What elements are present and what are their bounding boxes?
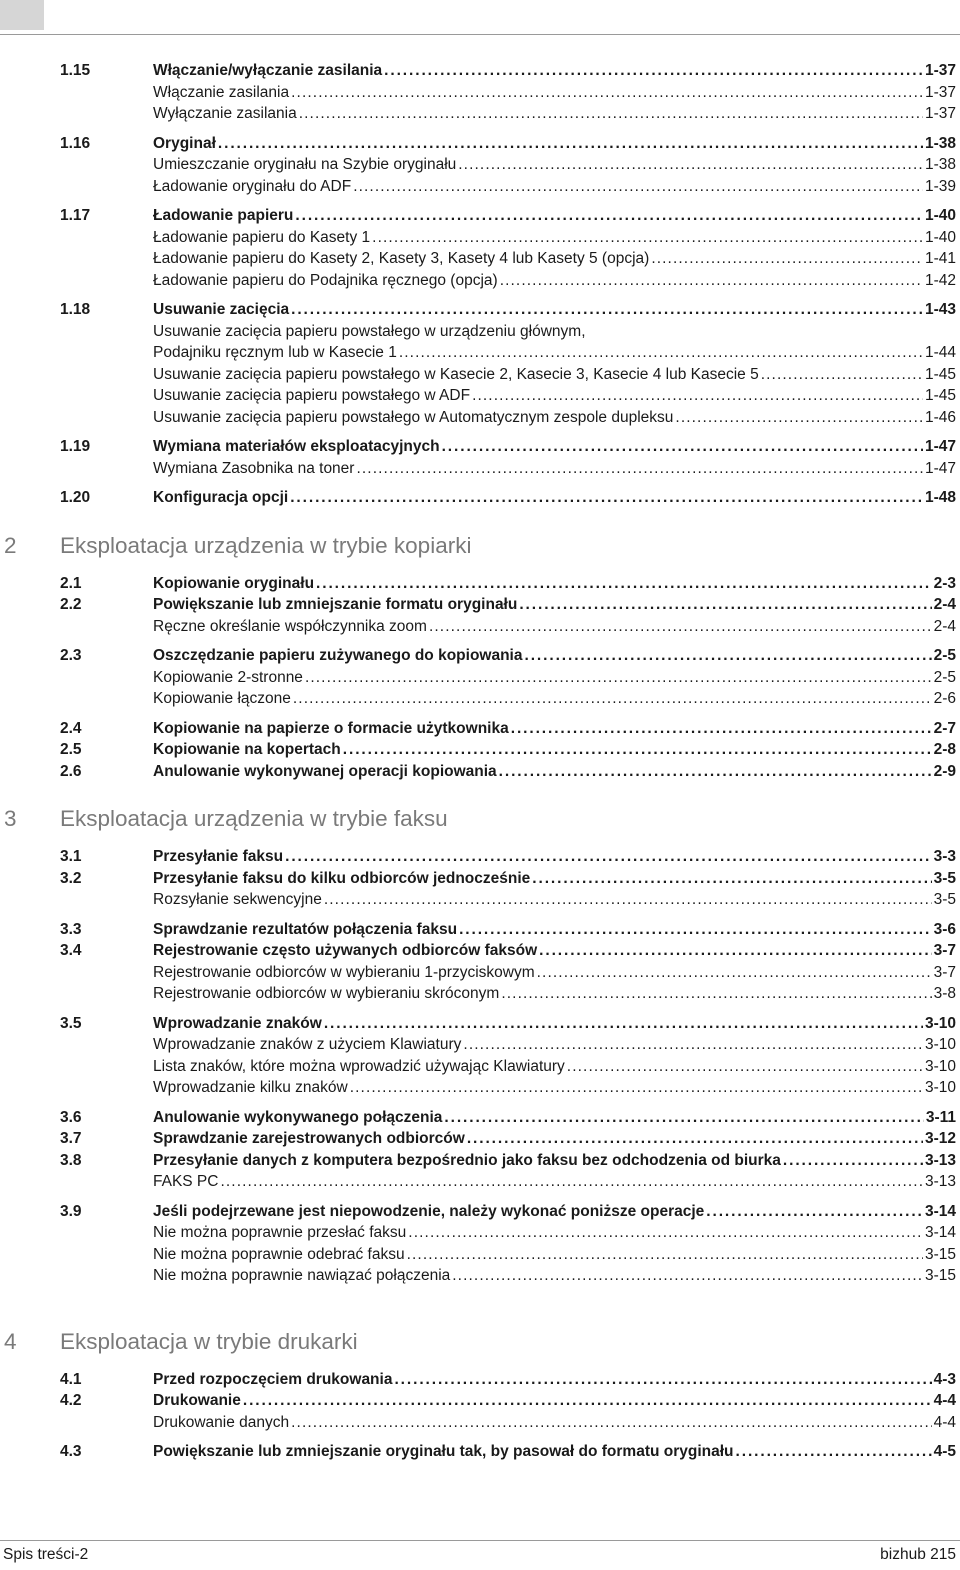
toc-section-entry[interactable]: [0, 1128, 960, 1150]
dot-leader: [651, 248, 923, 270]
section-number: 3.4: [60, 942, 82, 959]
dot-leader: [295, 205, 923, 227]
toc-section-entry[interactable]: [0, 868, 960, 890]
dot-leader: [499, 761, 932, 783]
entry-title: Konfiguracja opcji: [153, 489, 289, 506]
toc-subsection-entry[interactable]: [0, 342, 960, 364]
entry-title: Drukowanie: [153, 1392, 241, 1409]
page-number: 4-4: [933, 1413, 956, 1431]
entry-title: Ładowanie papieru do Kasety 1: [153, 228, 371, 246]
toc-section-entry[interactable]: [0, 299, 960, 321]
section-number: 1.20: [60, 489, 91, 506]
page-number: 3-10: [924, 1057, 956, 1075]
toc-subsection-entry[interactable]: [0, 1265, 960, 1287]
dot-leader: [408, 1222, 923, 1244]
table-of-contents: [0, 60, 960, 1463]
section-number: 1.15: [60, 62, 91, 79]
toc-subsection-entry[interactable]: [0, 1222, 960, 1244]
entry-title: Kopiowanie 2-stronne: [153, 668, 303, 686]
section-number: 2.6: [60, 762, 82, 780]
toc-subsection-entry[interactable]: [0, 1244, 960, 1266]
page-number: 1-37: [924, 83, 956, 101]
dot-leader: [324, 1013, 923, 1035]
page-number: 3-10: [924, 1036, 956, 1053]
section-number: 1.18: [60, 301, 91, 318]
dot-leader: [218, 133, 923, 155]
dot-leader: [220, 1171, 923, 1193]
page-number: 1-47: [924, 438, 956, 455]
entry-title: Przesyłanie faksu: [153, 848, 284, 865]
entry-title: Oryginał: [153, 134, 216, 152]
toc-section-entry[interactable]: [0, 718, 960, 740]
page-number: 3-8: [933, 985, 956, 1002]
entry-title: Włączanie/wyłączanie zasilania: [153, 62, 383, 79]
page-number: 3-5: [933, 891, 956, 908]
entry-title: Umieszczanie oryginału na Szybie oryginału: [153, 156, 457, 173]
page-number: 3-7: [933, 942, 956, 959]
page-number: 4-3: [933, 1370, 956, 1388]
dot-leader: [291, 82, 923, 104]
toc-subsection-entry[interactable]: [0, 248, 960, 270]
section-number: 3.6: [60, 1108, 82, 1126]
entry-title: Wprowadzanie znaków: [153, 1014, 322, 1032]
entry-title: Podajniku ręcznym lub w Kasecie 1: [153, 344, 397, 361]
toc-section-entry[interactable]: [0, 1369, 960, 1391]
toc-section-entry[interactable]: [0, 573, 960, 595]
page-number: 2-8: [933, 741, 956, 758]
toc-subsection-entry[interactable]: [0, 983, 960, 1005]
toc-subsection-entry[interactable]: [0, 889, 960, 911]
dot-leader: [285, 846, 931, 868]
entry-title: Nie można poprawnie odebrać faksu: [153, 1245, 405, 1263]
toc-subsection-entry[interactable]: [0, 1077, 960, 1099]
dot-leader: [353, 176, 923, 198]
page-number: 3-13: [924, 1173, 956, 1190]
entry-title: Usuwanie zacięcia: [153, 301, 290, 318]
toc-section-entry[interactable]: [0, 940, 960, 962]
entry-title: Ładowanie papieru do Kasety 2, Kasety 3, Kasety 4 lub Kasety 5 (opcja): [153, 250, 650, 267]
toc-subsection-entry[interactable]: [0, 385, 960, 407]
dot-leader: [299, 103, 923, 125]
section-number: 1.17: [60, 207, 91, 224]
entry-title: Rozsyłanie sekwencyjne: [153, 891, 322, 908]
section-number: 4.2: [60, 1392, 82, 1409]
entry-title: Wymiana Zasobnika na toner: [153, 459, 355, 477]
entry-title: Lista znaków, które można wprowadzić używając Klawiatury: [153, 1057, 565, 1075]
page-number: 1-37: [924, 62, 956, 79]
chapter-heading[interactable]: [0, 802, 960, 836]
page-number: 1-40: [924, 207, 956, 224]
header-rule: [0, 34, 960, 35]
toc-subsection-entry[interactable]: [0, 407, 960, 429]
chapter-heading[interactable]: [0, 529, 960, 563]
page-number: 3-7: [933, 963, 956, 981]
toc-subsection-entry[interactable]: [0, 962, 960, 984]
page-number: 2-5: [933, 668, 956, 686]
page-number: 2-5: [933, 647, 956, 664]
page-number: 1-39: [924, 177, 956, 195]
toc-section-entry[interactable]: [0, 1150, 960, 1172]
entry-title: Kopiowanie oryginału: [153, 574, 315, 592]
dot-leader: [291, 299, 923, 321]
entry-title: Anulowanie wykonywanego połączenia: [153, 1108, 443, 1126]
page-number: 2-4: [933, 596, 956, 613]
chapter-number: 2: [4, 532, 17, 558]
dot-leader: [532, 868, 931, 890]
toc-section-entry[interactable]: [0, 919, 960, 941]
section-number: 2.2: [60, 596, 82, 613]
entry-title: FAKS PC: [153, 1173, 219, 1190]
entry-title: Kopiowanie na papierze o formacie użytkownika: [153, 719, 509, 737]
entry-title: Wyłączanie zasilania: [153, 105, 297, 122]
section-number: 3.7: [60, 1130, 82, 1147]
toc-subsection-entry[interactable]: [0, 103, 960, 125]
entry-title: Nie można poprawnie przesłać faksu: [153, 1224, 407, 1241]
entry-title: Powiększanie lub zmniejszanie formatu oryginału: [153, 596, 518, 613]
page-number: 1-41: [924, 250, 956, 267]
dot-leader: [539, 940, 931, 962]
dot-leader: [675, 407, 923, 429]
toc-subsection-entry[interactable]: [0, 458, 960, 480]
entry-title: Usuwanie zacięcia papieru powstałego w ADF: [153, 387, 471, 404]
page-number: 2-6: [933, 690, 956, 707]
section-number: 3.2: [60, 869, 82, 887]
section-number: 2.5: [60, 741, 82, 758]
page-number: 2-9: [933, 762, 956, 780]
toc-subsection-entry[interactable]: [0, 667, 960, 689]
dot-leader: [567, 1056, 923, 1078]
chapter-title: Eksploatacja w trybie drukarki: [60, 1328, 358, 1354]
toc-section-entry[interactable]: [0, 436, 960, 458]
entry-title: Przed rozpoczęciem drukowania: [153, 1370, 393, 1388]
page-number: 3-11: [925, 1108, 956, 1126]
page-number: 1-45: [924, 365, 956, 383]
dot-leader: [472, 385, 923, 407]
entry-title: Przesyłanie faksu do kilku odbiorców jednocześnie: [153, 869, 531, 887]
toc-section-entry[interactable]: [0, 133, 960, 155]
section-number: 2.3: [60, 647, 82, 664]
page-number: 1-45: [924, 387, 956, 404]
page-number: 3-14: [924, 1224, 956, 1241]
dot-leader: [525, 645, 932, 667]
section-number: 3.9: [60, 1202, 82, 1220]
toc-section-entry[interactable]: [0, 1441, 960, 1463]
entry-title: Ładowanie oryginału do ADF: [153, 177, 352, 195]
footer-product-name: bizhub 215: [880, 1546, 956, 1563]
dot-leader: [305, 667, 932, 689]
toc-subsection-entry[interactable]: [0, 227, 960, 249]
entry-title: Rejestrowanie często używanych odbiorców faksów: [153, 942, 538, 959]
section-number: 3.1: [60, 848, 82, 865]
entry-title: Rejestrowanie odbiorców w wybieraniu skróconym: [153, 985, 500, 1002]
entry-title: Ładowanie papieru do Podajnika ręcznego (opcja): [153, 271, 498, 289]
entry-title: Włączanie zasilania: [153, 83, 290, 101]
section-number: 3.3: [60, 920, 82, 938]
dot-leader: [519, 594, 931, 616]
entry-title: Wprowadzanie znaków z użyciem Klawiatury: [153, 1036, 462, 1053]
toc-section-entry[interactable]: [0, 1107, 960, 1129]
dot-leader: [463, 1034, 923, 1056]
dot-leader: [407, 1244, 923, 1266]
toc-section-entry[interactable]: [0, 205, 960, 227]
dot-leader: [384, 60, 923, 82]
entry-title: Wymiana materiałów eksploatacyjnych: [153, 438, 440, 455]
toc-subsection-entry[interactable]: [0, 688, 960, 710]
dot-leader: [501, 983, 931, 1005]
dot-leader: [343, 739, 932, 761]
section-number: 1.19: [60, 438, 91, 455]
dot-leader: [399, 342, 923, 364]
dot-leader: [444, 1107, 923, 1129]
toc-section-entry[interactable]: [0, 1201, 960, 1223]
page-number: 3-3: [933, 848, 956, 865]
entry-title: Przesyłanie danych z komputera bezpośrednio jako faksu bez odchodzenia od biurka: [153, 1151, 781, 1169]
dot-leader: [293, 688, 932, 710]
dot-leader: [511, 718, 932, 740]
dot-leader: [442, 436, 923, 458]
toc-subsection-entry[interactable]: [0, 82, 960, 104]
entry-title: Sprawdzanie zarejestrowanych odbiorców: [153, 1130, 465, 1147]
entry-title: Drukowanie danych: [153, 1413, 290, 1431]
page-number: 1-42: [924, 271, 956, 289]
toc-section-entry[interactable]: [0, 645, 960, 667]
toc-section-entry[interactable]: [0, 487, 960, 509]
page-number: 1-40: [924, 228, 956, 246]
entry-title: Kopiowanie łączone: [153, 690, 291, 707]
toc-section-entry[interactable]: [0, 1013, 960, 1035]
section-number: 2.4: [60, 719, 82, 737]
dot-leader: [459, 919, 932, 941]
section-number: 4.3: [60, 1443, 82, 1460]
dot-leader: [324, 889, 932, 911]
page-number: 1-38: [924, 156, 956, 173]
dot-leader: [783, 1150, 923, 1172]
toc-section-entry[interactable]: [0, 594, 960, 616]
toc-section-entry[interactable]: [0, 846, 960, 868]
header-tab: [0, 0, 44, 30]
dot-leader: [243, 1390, 932, 1412]
page-number: 2-4: [933, 617, 956, 635]
entry-title: Ładowanie papieru: [153, 207, 294, 224]
page-number: 3-10: [924, 1079, 956, 1096]
page-number: 2-3: [933, 574, 956, 592]
page-number: 4-4: [933, 1392, 956, 1409]
footer-section-label: Spis treści-2: [3, 1546, 89, 1563]
entry-title: Powiększanie lub zmniejszanie oryginału tak, by pasował do formatu oryginału: [153, 1443, 734, 1460]
dot-leader: [736, 1441, 932, 1463]
chapter-title: Eksploatacja urządzenia w trybie kopiarki: [60, 532, 472, 558]
dot-leader: [458, 154, 923, 176]
toc-section-entry[interactable]: [0, 60, 960, 82]
toc-section-entry[interactable]: [0, 761, 960, 783]
entry-title: Usuwanie zacięcia papieru powstałego w Automatycznym zespole dupleksu: [153, 408, 674, 426]
toc-section-entry[interactable]: [0, 739, 960, 761]
page-number: 1-48: [924, 489, 956, 506]
page-number: 3-15: [924, 1245, 956, 1263]
dot-leader: [291, 1412, 931, 1434]
toc-subsection-entry[interactable]: [0, 321, 960, 343]
toc-subsection-entry[interactable]: [0, 364, 960, 386]
dot-leader: [316, 573, 932, 595]
chapter-title: Eksploatacja urządzenia w trybie faksu: [60, 806, 448, 831]
dot-leader: [706, 1201, 923, 1223]
page-number: 1-46: [924, 408, 956, 426]
entry-title: Wprowadzanie kilku znaków: [153, 1079, 348, 1096]
page-number: 1-37: [924, 105, 956, 122]
entry-title: Anulowanie wykonywanej operacji kopiowania: [153, 762, 497, 780]
page-number: 3-5: [933, 869, 956, 887]
page-number: 3-13: [924, 1151, 956, 1169]
entry-title: Ręczne określanie współczynnika zoom: [153, 617, 427, 635]
entry-title: Usuwanie zacięcia papieru powstałego w urządzeniu głównym,: [153, 322, 586, 340]
toc-section-entry[interactable]: [0, 1390, 960, 1412]
toc-subsection-entry[interactable]: [0, 1034, 960, 1056]
chapter-heading[interactable]: [0, 1325, 960, 1359]
dot-leader: [394, 1369, 931, 1391]
toc-subsection-entry[interactable]: [0, 270, 960, 292]
toc-subsection-entry[interactable]: [0, 154, 960, 176]
page-number: 1-43: [924, 301, 956, 318]
dot-leader: [452, 1265, 923, 1287]
section-number: 2.1: [60, 574, 82, 592]
section-number: 3.8: [60, 1151, 82, 1169]
dot-leader: [537, 962, 932, 984]
entry-title: Nie można poprawnie nawiązać połączenia: [153, 1267, 451, 1284]
chapter-number: 4: [4, 1328, 17, 1354]
section-number: 4.1: [60, 1370, 82, 1388]
entry-title: Sprawdzanie rezultatów połączenia faksu: [153, 920, 458, 938]
dot-leader: [372, 227, 923, 249]
toc-subsection-entry[interactable]: [0, 616, 960, 638]
page-number: 2-7: [933, 719, 956, 737]
entry-title: Kopiowanie na kopertach: [153, 741, 341, 758]
page-number: 1-47: [924, 459, 956, 477]
entry-title: Rejestrowanie odbiorców w wybieraniu 1-przyciskowym: [153, 963, 535, 981]
section-number: 1.16: [60, 134, 91, 152]
dot-leader: [761, 364, 923, 386]
entry-title: Oszczędzanie papieru zużywanego do kopiowania: [153, 647, 523, 664]
page-number: 4-5: [933, 1443, 956, 1460]
toc-subsection-entry[interactable]: [0, 1171, 960, 1193]
page-number: 3-14: [924, 1202, 956, 1220]
page-number: 1-44: [924, 344, 956, 361]
toc-subsection-entry[interactable]: [0, 176, 960, 198]
dot-leader: [356, 458, 923, 480]
page-number: 3-10: [924, 1014, 956, 1032]
page-number: 3-15: [924, 1267, 956, 1284]
page-number: 3-6: [933, 920, 956, 938]
chapter-number: 3: [4, 806, 17, 831]
dot-leader: [350, 1077, 923, 1099]
page-number: 1-38: [924, 134, 956, 152]
dot-leader: [429, 616, 932, 638]
section-number: 3.5: [60, 1014, 82, 1032]
footer-rule: [0, 1540, 960, 1541]
entry-title: Usuwanie zacięcia papieru powstałego w Kasecie 2, Kasecie 3, Kasecie 4 lub Kasecie 5: [153, 365, 759, 383]
dot-leader: [500, 270, 923, 292]
page-number: 3-12: [924, 1130, 956, 1147]
toc-subsection-entry[interactable]: [0, 1056, 960, 1078]
dot-leader: [290, 487, 923, 509]
entry-title: Jeśli podejrzewane jest niepowodzenie, należy wykonać poniższe operacje: [153, 1202, 705, 1220]
dot-leader: [467, 1128, 923, 1150]
toc-subsection-entry[interactable]: [0, 1412, 960, 1434]
